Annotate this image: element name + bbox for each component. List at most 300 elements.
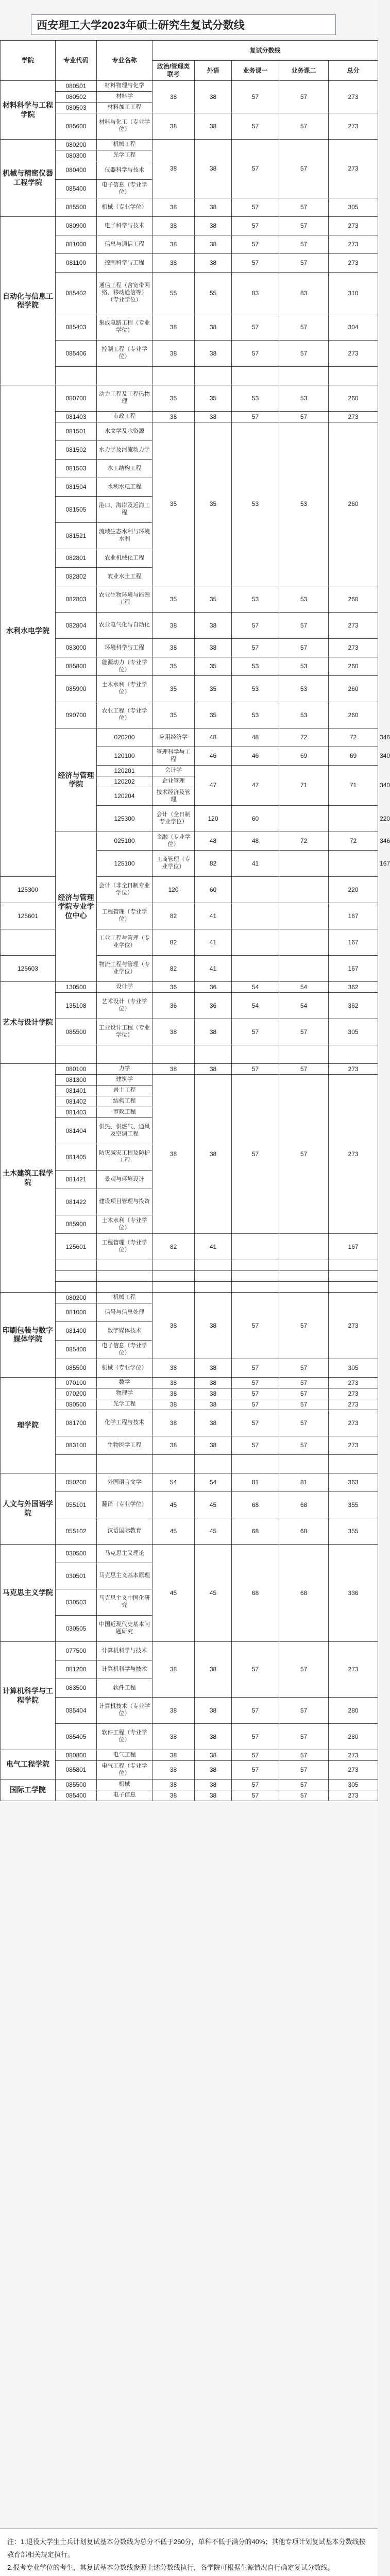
total-score-cell: 260 — [329, 422, 378, 586]
table-row — [1, 586, 378, 613]
politics-score-cell: 38 — [152, 1642, 195, 1698]
major-name-cell: 金融（专业学位） — [152, 832, 195, 851]
subject2-score-cell: 57 — [279, 1019, 329, 1045]
header-total: 总分 — [329, 61, 378, 81]
college-cell: 艺术与设计学院 — [1, 982, 56, 1064]
table-row — [1, 982, 378, 993]
major-code-cell: 081402 — [56, 1096, 97, 1107]
header-politics: 政治/管理类联考 — [152, 61, 195, 81]
politics-score-cell: 35 — [152, 657, 195, 676]
major-code-cell: 055102 — [56, 1518, 97, 1545]
subject2-score-cell: 57 — [279, 1410, 329, 1436]
major-code-cell: 077500 — [56, 1642, 97, 1660]
major-code-cell: 085900 — [56, 1215, 97, 1234]
table-row — [1, 1761, 378, 1780]
major-name-cell — [97, 367, 152, 385]
major-name-cell: 机械工程 — [97, 1293, 152, 1303]
foreign-score-cell — [195, 1282, 232, 1293]
major-code-cell: 081521 — [56, 523, 97, 549]
major-code-cell: 083500 — [56, 1679, 97, 1698]
major-name-cell: 管理科学与工程 — [152, 747, 195, 766]
subject1-score-cell: 57 — [232, 1750, 279, 1761]
college-cell: 土木建筑工程学院 — [1, 1064, 56, 1293]
subject2-score-cell: 57 — [279, 254, 329, 273]
politics-score-cell: 38 — [152, 1780, 195, 1790]
major-name-cell: 控制科学与工程 — [97, 254, 152, 273]
major-name-cell: 电子信息（专业学位） — [97, 1341, 152, 1359]
major-code-cell: 081421 — [56, 1171, 97, 1189]
table-row — [1, 314, 378, 341]
major-code-cell: 080503 — [56, 103, 97, 113]
politics-score-cell: 36 — [152, 993, 195, 1019]
subject2-score-cell — [329, 851, 378, 877]
subject1-score-cell — [232, 1271, 279, 1282]
table-row — [1, 1359, 378, 1378]
college-cell: 印刷包装与数字媒体学院 — [1, 1293, 56, 1378]
table-row — [1, 1388, 378, 1399]
total-score-cell: 273 — [329, 81, 378, 113]
table-row — [1, 1399, 378, 1410]
table-row — [1, 1750, 378, 1761]
total-score-cell: 220 — [329, 877, 378, 903]
college-cell: 水利水电学院 — [1, 385, 56, 877]
table-row — [1, 1282, 378, 1293]
subject1-score-cell — [232, 1455, 279, 1473]
total-score-cell: 305 — [329, 1019, 378, 1045]
college-cell: 自动化与信息工程学院 — [1, 217, 56, 385]
table-row — [1, 657, 378, 676]
major-code-cell: 120202 — [97, 776, 152, 787]
table-row — [1, 81, 378, 92]
table-header-row — [1, 41, 378, 61]
table-row — [1, 273, 378, 314]
major-name-cell: 数学 — [97, 1378, 152, 1388]
major-name-cell: 工程管理（专业学位） — [97, 903, 152, 929]
politics-score-cell — [152, 1282, 195, 1293]
politics-score-cell — [152, 1271, 195, 1282]
major-name-cell: 农业水土工程 — [97, 568, 152, 586]
major-name-cell: 流域生态水利与环境水利 — [97, 523, 152, 549]
foreign-score-cell: 38 — [195, 1790, 232, 1801]
major-code-cell: 085405 — [56, 1724, 97, 1750]
foreign-score-cell: 41 — [195, 929, 232, 956]
major-name-cell: 工业工程与管理（专业学位） — [97, 929, 152, 956]
major-name-cell — [97, 1260, 152, 1271]
subject1-score-cell: 83 — [232, 273, 279, 314]
politics-score-cell: 47 — [195, 766, 232, 806]
table-row — [1, 1271, 378, 1282]
total-score-cell: 273 — [329, 613, 378, 639]
major-name-cell: 水文学及水资源 — [97, 422, 152, 441]
major-code-cell: 085500 — [56, 198, 97, 217]
major-code-cell: 125100 — [97, 851, 152, 877]
subject1-score-cell: 57 — [232, 1399, 279, 1410]
subject1-score-cell: 57 — [232, 254, 279, 273]
subject1-score-cell: 57 — [232, 1359, 279, 1378]
foreign-score-cell: 38 — [195, 1378, 232, 1388]
major-name-cell: 会计（非全日制专业学位） — [97, 877, 152, 903]
subject2-score-cell: 57 — [279, 1378, 329, 1388]
table-row — [1, 993, 378, 1019]
major-code-cell: 125300 — [97, 806, 152, 832]
subject1-score-cell: 57 — [232, 113, 279, 140]
major-name-cell: 材料物理与化学 — [97, 81, 152, 92]
politics-score-cell: 45 — [152, 1492, 195, 1518]
politics-score-cell: 38 — [152, 1378, 195, 1388]
major-name-cell: 电气工程（专业学位） — [97, 1761, 152, 1780]
foreign-score-cell: 35 — [195, 422, 232, 586]
major-code-cell: 085403 — [56, 314, 97, 341]
total-score-cell: 273 — [329, 1790, 378, 1801]
table-row — [1, 1518, 378, 1545]
major-code-cell: 080800 — [56, 1750, 97, 1761]
major-code-cell: 020200 — [97, 728, 152, 747]
subject1-score-cell: 57 — [232, 1780, 279, 1790]
subject2-score-cell: 72 — [329, 728, 378, 747]
subject1-score-cell: 57 — [232, 1436, 279, 1455]
major-name-cell: 景观与环境设计 — [97, 1171, 152, 1189]
politics-score-cell: 38 — [152, 412, 195, 422]
politics-score-cell: 38 — [152, 113, 195, 140]
major-code-cell — [56, 1271, 97, 1282]
foreign-score-cell: 45 — [195, 1545, 232, 1642]
foreign-score-cell: 45 — [195, 1518, 232, 1545]
major-name-cell: 农业机械化工程 — [97, 549, 152, 568]
politics-score-cell: 38 — [152, 639, 195, 657]
major-name-cell: 光学工程 — [97, 1399, 152, 1410]
major-name-cell: 外国语言文学 — [97, 1473, 152, 1492]
subject1-score-cell: 57 — [232, 1378, 279, 1388]
header-foreign: 外语 — [195, 61, 232, 81]
subject1-score-cell: 57 — [232, 613, 279, 639]
subject2-score-cell — [329, 806, 378, 832]
total-score-cell: 273 — [329, 639, 378, 657]
total-score-cell: 260 — [329, 676, 378, 702]
major-code-cell: 135108 — [56, 993, 97, 1019]
foreign-score-cell: 46 — [232, 747, 279, 766]
major-code-cell: 080502 — [56, 92, 97, 103]
subject1-score-cell: 57 — [232, 1293, 279, 1359]
foreign-score-cell: 41 — [195, 903, 232, 929]
subject2-score-cell — [279, 877, 329, 903]
major-name-cell: 水利水电工程 — [97, 478, 152, 497]
major-code-cell: 080400 — [56, 161, 97, 180]
subject1-score-cell: 57 — [232, 1064, 279, 1075]
subject2-score-cell: 53 — [279, 676, 329, 702]
subject2-score-cell: 57 — [279, 1780, 329, 1790]
major-code-cell: 130500 — [56, 982, 97, 993]
foreign-score-cell: 45 — [195, 1492, 232, 1518]
subject1-score-cell — [232, 1260, 279, 1271]
major-code-cell: 085800 — [56, 657, 97, 676]
subject1-score-cell: 53 — [232, 586, 279, 613]
subject2-score-cell: 68 — [279, 1492, 329, 1518]
table-row: 经济与管理学院 020200 应用经济学 48 48 72 72 346 — [1, 728, 378, 747]
subject2-score-cell: 68 — [279, 1518, 329, 1545]
total-score-cell: 280 — [329, 1698, 378, 1724]
major-code-cell: 085400 — [56, 1341, 97, 1359]
major-name-cell: 港口、海岸及近海工程 — [97, 497, 152, 523]
major-code-cell: 081000 — [56, 235, 97, 254]
subject1-score-cell: 71 — [279, 766, 329, 806]
politics-score-cell: 45 — [152, 1545, 195, 1642]
footnote — [7, 2574, 370, 2576]
foreign-score-cell: 41 — [195, 1234, 232, 1260]
foreign-score-cell: 38 — [195, 1410, 232, 1436]
subject1-score-cell — [232, 929, 279, 956]
header-subject1: 业务课一 — [232, 61, 279, 81]
subject2-score-cell: 57 — [279, 113, 329, 140]
subject1-score-cell: 57 — [232, 1698, 279, 1724]
subject1-score-cell: 57 — [232, 140, 279, 198]
table-row — [1, 639, 378, 657]
major-name-cell: 通信工程（含宽带网络、移动通信等）（专业学位） — [97, 273, 152, 314]
major-code-cell: 080100 — [56, 1064, 97, 1075]
politics-score-cell: 38 — [152, 1019, 195, 1045]
major-name-cell: 建筑学 — [97, 1075, 152, 1086]
major-name-cell: 软件工程（专业学位） — [97, 1724, 152, 1750]
total-score-cell: 273 — [329, 412, 378, 422]
politics-score-cell: 38 — [152, 217, 195, 235]
major-code-cell: 085500 — [56, 1780, 97, 1790]
subject2-score-cell: 57 — [279, 1750, 329, 1761]
politics-score-cell: 38 — [152, 1790, 195, 1801]
politics-score-cell: 46 — [195, 747, 232, 766]
major-code-cell: 025100 — [97, 832, 152, 851]
subject1-score-cell: 57 — [232, 1724, 279, 1750]
foreign-score-cell: 38 — [195, 1780, 232, 1790]
major-code-cell — [56, 1282, 97, 1293]
total-score-cell: 273 — [329, 1378, 378, 1388]
header-college: 学院 — [1, 41, 56, 81]
subject1-score-cell — [232, 903, 279, 929]
major-name-cell: 建设项目管理与投资 — [97, 1189, 152, 1215]
table-row — [1, 235, 378, 254]
table-row — [1, 1780, 378, 1790]
major-name-cell: 机械（专业学位） — [97, 1359, 152, 1378]
major-name-cell: 机械 — [97, 1780, 152, 1790]
table-row — [1, 702, 378, 728]
foreign-score-cell: 38 — [195, 1064, 232, 1075]
total-score-cell: 336 — [329, 1545, 378, 1642]
subject1-score-cell: 72 — [279, 728, 329, 747]
foreign-score-cell — [195, 1045, 232, 1064]
politics-score-cell: 38 — [152, 1388, 195, 1399]
total-score-cell — [329, 1455, 378, 1473]
politics-score-cell — [152, 1045, 195, 1064]
major-name-cell: 水力学及河流动力学 — [97, 441, 152, 460]
subject2-score-cell: 57 — [279, 341, 329, 367]
major-code-cell: 055101 — [56, 1492, 97, 1518]
major-code-cell: 082802 — [56, 568, 97, 586]
major-code-cell: 085900 — [56, 676, 97, 702]
major-code-cell: 120204 — [97, 787, 152, 806]
table-row — [1, 1019, 378, 1045]
subject2-score-cell: 57 — [279, 1436, 329, 1455]
foreign-score-cell: 38 — [195, 1698, 232, 1724]
major-name-cell: 计算机技术（专业学位） — [97, 1698, 152, 1724]
major-name-cell: 能源动力（专业学位） — [97, 657, 152, 676]
subject1-score-cell: 57 — [232, 1075, 279, 1234]
major-code-cell: 030500 — [56, 1545, 97, 1563]
total-score-cell: 305 — [329, 1780, 378, 1790]
subject1-score-cell — [232, 1045, 279, 1064]
subject2-score-cell: 57 — [279, 314, 329, 341]
subject1-score-cell: 54 — [232, 982, 279, 993]
major-code-cell: 081100 — [56, 254, 97, 273]
foreign-score-cell: 38 — [195, 254, 232, 273]
total-score-cell: 355 — [329, 1518, 378, 1545]
subject1-score-cell: 57 — [232, 217, 279, 235]
score-table — [0, 40, 390, 1801]
subject1-score-cell: 53 — [232, 702, 279, 728]
college-cell: 理学院 — [1, 1378, 56, 1473]
table-row — [1, 1045, 378, 1064]
subject2-score-cell: 57 — [279, 412, 329, 422]
foreign-score-cell: 54 — [195, 1473, 232, 1492]
college-cell: 人文与外国语学院 — [1, 1473, 56, 1545]
subject1-score-cell: 69 — [279, 747, 329, 766]
total-score-cell: 304 — [329, 314, 378, 341]
major-name-cell: 设计学 — [97, 982, 152, 993]
politics-score-cell: 38 — [152, 1698, 195, 1724]
table-row — [1, 676, 378, 702]
total-score-cell: 273 — [329, 254, 378, 273]
subject1-score-cell: 68 — [232, 1518, 279, 1545]
politics-score-cell: 38 — [152, 1410, 195, 1436]
total-score-cell: 362 — [329, 982, 378, 993]
foreign-score-cell: 38 — [195, 314, 232, 341]
foreign-score-cell: 47 — [232, 766, 279, 806]
major-code-cell — [56, 1045, 97, 1064]
major-code-cell: 125601 — [56, 1234, 97, 1260]
politics-score-cell: 82 — [152, 956, 195, 982]
major-name-cell: 土木水利（专业学位） — [97, 676, 152, 702]
subject2-score-cell: 57 — [279, 1359, 329, 1378]
footnotes — [0, 2529, 378, 2576]
foreign-score-cell: 48 — [232, 832, 279, 851]
major-name-cell: 工程管理（专业学位） — [97, 1234, 152, 1260]
table-row: 125100 工商管理（专业学位） 82 41 167 — [1, 851, 378, 877]
subject1-score-cell — [232, 877, 279, 903]
total-score-cell: 363 — [329, 1473, 378, 1492]
table-row — [1, 1724, 378, 1750]
college-cell: 国际工学院 — [1, 1780, 56, 1801]
college-cell: 材料科学与工程学院 — [1, 81, 56, 140]
politics-score-cell: 38 — [152, 235, 195, 254]
subject2-score-cell: 53 — [279, 586, 329, 613]
foreign-score-cell: 38 — [195, 81, 232, 113]
major-name-cell: 电子信息 — [97, 1790, 152, 1801]
major-code-cell: 085402 — [56, 273, 97, 314]
total-score-cell: 167 — [329, 929, 378, 956]
subject2-score-cell: 57 — [279, 613, 329, 639]
foreign-score-cell: 38 — [195, 1388, 232, 1399]
table-row — [1, 198, 378, 217]
table-row — [1, 1642, 378, 1660]
politics-score-cell: 120 — [195, 806, 232, 832]
foreign-score-cell: 38 — [195, 1642, 232, 1698]
politics-score-cell: 38 — [152, 81, 195, 113]
major-code-cell: 085400 — [56, 180, 97, 198]
foreign-score-cell — [195, 1455, 232, 1473]
major-code-cell: 125603 — [1, 956, 56, 982]
subject2-score-cell: 57 — [279, 217, 329, 235]
major-code-cell: 050200 — [56, 1473, 97, 1492]
major-code-cell: 085500 — [56, 1019, 97, 1045]
total-score-cell: 260 — [329, 586, 378, 613]
politics-score-cell: 55 — [152, 273, 195, 314]
subject2-score-cell: 53 — [279, 702, 329, 728]
foreign-score-cell: 35 — [195, 702, 232, 728]
total-score-cell: 273 — [329, 1750, 378, 1761]
subject1-score-cell — [279, 851, 329, 877]
politics-score-cell — [152, 1260, 195, 1271]
foreign-score-cell: 38 — [195, 1399, 232, 1410]
major-name-cell: 马克思主义理论 — [97, 1545, 152, 1563]
total-score-cell: 362 — [329, 993, 378, 1019]
subject2-score-cell: 57 — [279, 198, 329, 217]
subject2-score-cell — [279, 367, 329, 385]
foreign-score-cell: 36 — [195, 982, 232, 993]
major-code-cell: 080200 — [56, 1293, 97, 1303]
major-name-cell: 力学 — [97, 1064, 152, 1075]
major-code-cell: 082801 — [56, 549, 97, 568]
header-major-name: 专业名称 — [97, 41, 152, 81]
table-row — [1, 1545, 378, 1563]
subject1-score-cell: 53 — [232, 422, 279, 586]
politics-score-cell: 38 — [152, 1075, 195, 1234]
subject1-score-cell: 57 — [232, 235, 279, 254]
major-name-cell: 汉语国际教育 — [97, 1518, 152, 1545]
table-row — [1, 254, 378, 273]
table-row — [1, 1410, 378, 1436]
foreign-score-cell: 38 — [195, 1075, 232, 1234]
major-code-cell — [1, 929, 56, 956]
major-name-cell: 计算机科学与技术 — [97, 1660, 152, 1679]
major-code-cell: 030503 — [56, 1589, 97, 1616]
major-name-cell: 技术经济及管理 — [152, 787, 195, 806]
major-code-cell: 081200 — [56, 1660, 97, 1679]
major-code-cell: 030501 — [56, 1563, 97, 1589]
total-score-cell: 260 — [329, 702, 378, 728]
subject2-score-cell: 57 — [279, 1761, 329, 1780]
politics-score-cell: 38 — [152, 341, 195, 367]
major-name-cell: 会计（全日制专业学位） — [152, 806, 195, 832]
total-score-cell: 273 — [329, 1410, 378, 1436]
subject1-score-cell: 68 — [232, 1492, 279, 1518]
major-code-cell: 083100 — [56, 1436, 97, 1455]
total-score-cell: 273 — [329, 235, 378, 254]
foreign-score-cell: 55 — [195, 273, 232, 314]
major-code-cell: 120201 — [97, 766, 152, 776]
total-score-cell: 273 — [329, 1075, 378, 1234]
subject1-score-cell — [232, 1234, 279, 1260]
major-code-cell: 081504 — [56, 478, 97, 497]
major-name-cell: 供热、供燃气、通风及空调工程 — [97, 1118, 152, 1144]
total-score-cell: 305 — [329, 1359, 378, 1378]
major-code-cell: 081503 — [56, 460, 97, 478]
subject1-score-cell: 57 — [232, 198, 279, 217]
major-name-cell — [97, 1045, 152, 1064]
major-code-cell — [56, 1455, 97, 1473]
major-code-cell: 085406 — [56, 341, 97, 367]
header-major-code: 专业代码 — [56, 41, 97, 81]
subject2-score-cell — [279, 1455, 329, 1473]
politics-score-cell: 38 — [152, 1724, 195, 1750]
subject1-score-cell: 57 — [232, 1790, 279, 1801]
major-name-cell: 物理学 — [97, 1388, 152, 1399]
